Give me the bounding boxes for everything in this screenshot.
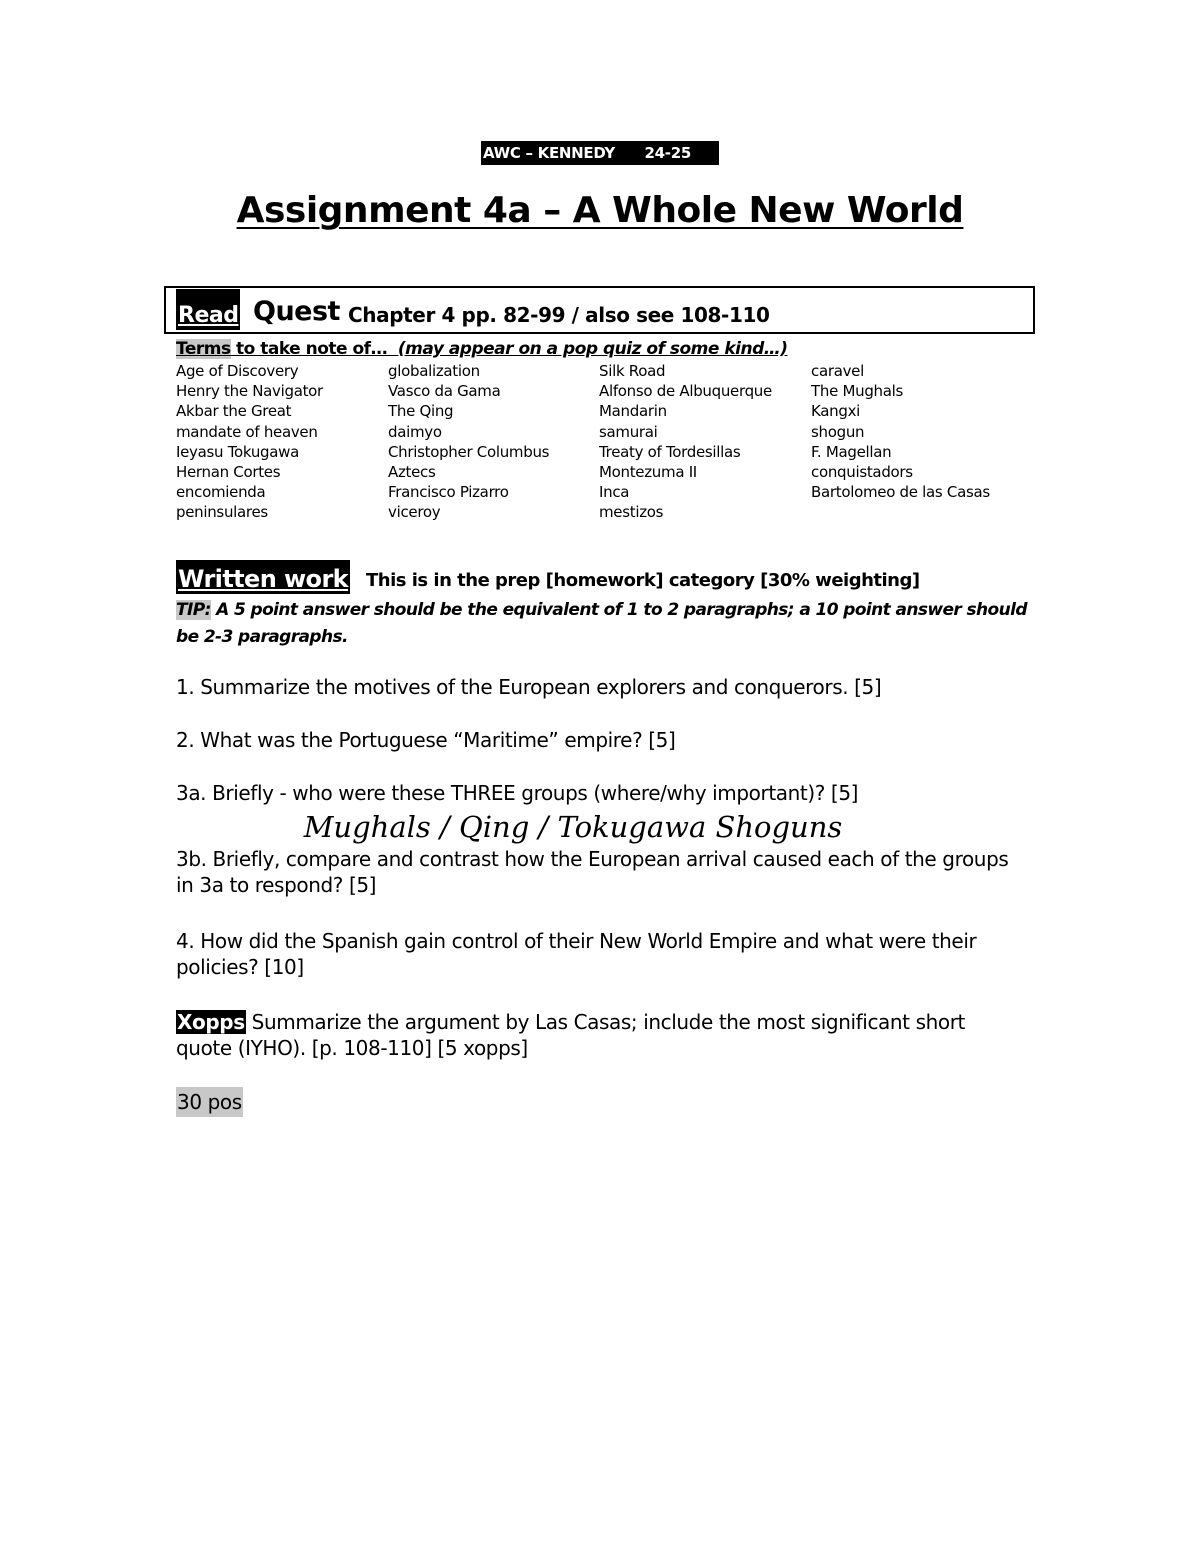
question-4: 4. How did the Spanish gain control of their New World Empire and what were their policies? [10] bbox=[176, 929, 977, 979]
total-points: 30 pos bbox=[176, 1087, 243, 1117]
term-item: viceroy bbox=[388, 503, 441, 522]
term-item: Alfonso de Albuquerque bbox=[599, 382, 772, 401]
question-3a: 3a. Briefly - who were these THREE groups (where/why important)? [5] bbox=[176, 781, 859, 805]
term-item: The Mughals bbox=[811, 382, 904, 401]
question-2: 2. What was the Portuguese “Maritime” empire? [5] bbox=[176, 728, 676, 752]
term-item: mandate of heaven bbox=[176, 422, 318, 441]
term-item: Aztecs bbox=[388, 463, 436, 482]
tip-label: TIP: bbox=[176, 600, 211, 620]
term-item: Inca bbox=[599, 483, 630, 502]
tip-text: A 5 point answer should be the equivalent of 1 to 2 paragraphs; a 10 point answer should be 2-3 paragraphs. bbox=[176, 600, 1027, 647]
term-item: daimyo bbox=[388, 422, 442, 441]
term-item: Vasco da Gama bbox=[388, 382, 501, 401]
term-item: shogun bbox=[811, 422, 865, 441]
term-item: samurai bbox=[599, 422, 658, 441]
book-title: Quest bbox=[253, 296, 340, 327]
terms-list bbox=[176, 361, 1036, 523]
term-item: Silk Road bbox=[599, 362, 666, 380]
term-item: Treaty of Tordesillas bbox=[599, 442, 741, 461]
term-item: Kangxi bbox=[811, 402, 861, 421]
assignment-title: Assignment 4a – A Whole New World bbox=[236, 190, 964, 231]
chapter-pages: Chapter 4 pp. 82-99 / also see 108-110 bbox=[348, 303, 770, 327]
term-item: conquistadors bbox=[811, 463, 913, 482]
term-item: Hernan Cortes bbox=[176, 463, 281, 482]
tip-paragraph bbox=[176, 597, 1036, 651]
term-item: Bartolomeo de las Casas bbox=[811, 483, 990, 502]
question-1: 1. Summarize the motives of the European explorers and conquerors. [5] bbox=[176, 675, 882, 699]
term-item: The Qing bbox=[388, 402, 454, 421]
written-work-label: Written work bbox=[176, 560, 350, 594]
terms-text: to take note of… bbox=[230, 339, 398, 359]
term-item: peninsulares bbox=[176, 503, 268, 522]
written-work-description: This is in the prep [homework] category [30% weighting] bbox=[366, 570, 920, 591]
xopps-text: Summarize the argument by Las Casas; include the most significant short quote (IYHO). [p. 108-110] [5 xopps] bbox=[176, 1010, 965, 1060]
course-header-tag: AWC – KENNEDY 24-25 bbox=[481, 141, 719, 165]
term-item: Akbar the Great bbox=[176, 402, 292, 421]
xopps-question bbox=[176, 1009, 1026, 1061]
read-label: Read bbox=[176, 289, 240, 330]
term-item: Ieyasu Tokugawa bbox=[176, 442, 300, 461]
term-item: globalization bbox=[388, 362, 480, 380]
term-item: encomienda bbox=[176, 483, 266, 502]
terms-note: (may appear on a pop quiz of some kind…) bbox=[397, 339, 788, 359]
term-item: Mandarin bbox=[599, 402, 667, 421]
terms-heading bbox=[176, 339, 788, 359]
term-item bbox=[811, 502, 1036, 522]
term-item: Age of Discovery bbox=[176, 362, 299, 380]
term-item: Henry the Navigator bbox=[176, 382, 323, 401]
term-item: caravel bbox=[811, 362, 864, 380]
term-item: Christopher Columbus bbox=[388, 442, 550, 461]
handwritten-groups: Mughals / Qing / Tokugawa Shoguns bbox=[303, 810, 843, 844]
term-item: mestizos bbox=[599, 503, 664, 522]
xopps-label: Xopps bbox=[177, 1010, 245, 1034]
question-3b: 3b. Briefly, compare and contrast how the European arrival caused each of the groups in 3a to respond? [5] bbox=[176, 847, 1009, 897]
term-item: Montezuma II bbox=[599, 463, 697, 482]
term-item: Francisco Pizarro bbox=[388, 483, 509, 502]
term-item: F. Magellan bbox=[811, 442, 892, 461]
terms-label: Terms bbox=[176, 339, 231, 359]
